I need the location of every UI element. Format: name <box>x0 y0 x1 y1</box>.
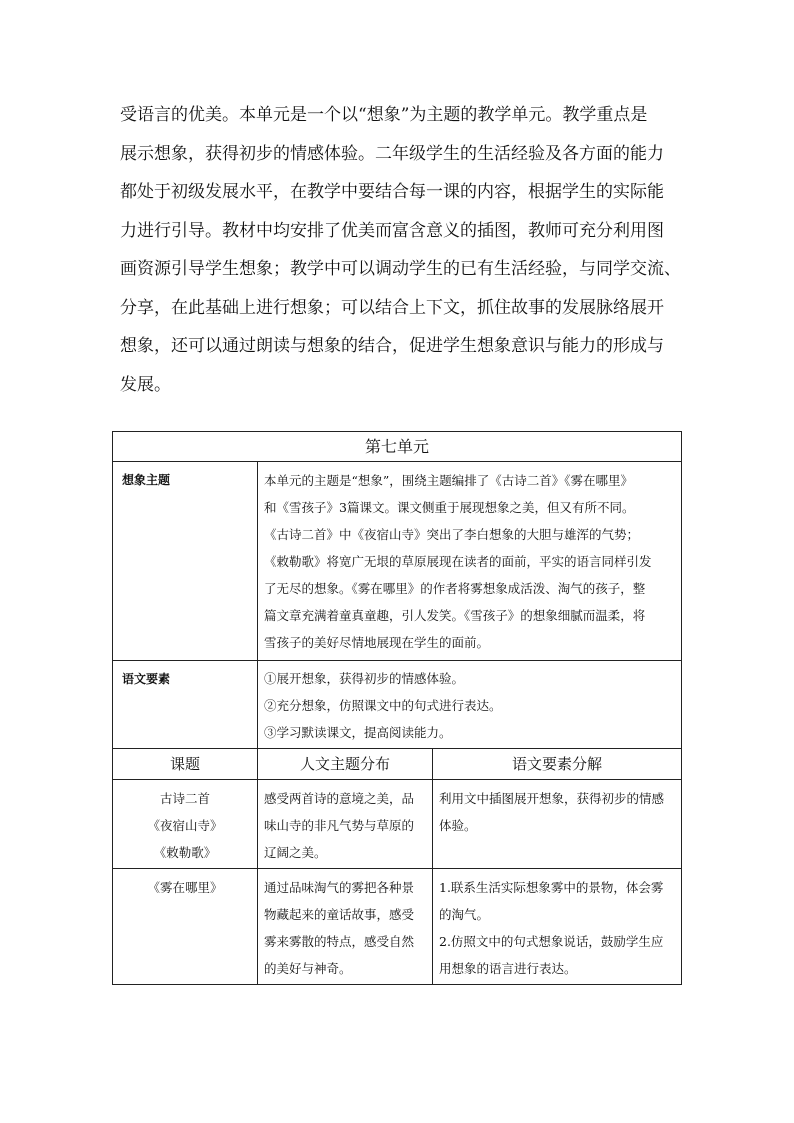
table-row <box>113 869 682 985</box>
column-header-lesson: 课题 <box>113 749 258 780</box>
table-row <box>113 780 682 869</box>
theme-cell <box>258 869 433 985</box>
table-title: 第七单元 <box>113 432 682 462</box>
intro-line: 分享，在此基础上进行想象；可以结合上下文，抓住故事的发展脉络展开 <box>120 297 664 318</box>
intro-line: 力进行引导。教材中均安排了优美而富含意义的插图，教师可充分利用图 <box>120 220 664 241</box>
theme-cell <box>258 780 433 869</box>
unit-table <box>112 431 682 985</box>
elements-cell <box>433 869 682 985</box>
elements-cell <box>433 780 682 869</box>
element-item: ①展开想象，获得初步的情感体验。 <box>264 671 465 686</box>
lesson-cell <box>113 869 258 985</box>
theme-cell-line: 辽阔之美。 <box>264 845 327 860</box>
theme-line: 《敕勒歌》将宽广无垠的草原展现在读者的面前，平实的语言同样引发 <box>264 554 652 569</box>
intro-line: 发展。 <box>120 374 171 395</box>
theme-cell-line: 味山寺的非凡气势与草原的 <box>264 818 415 833</box>
elements-cell-line: 1.联系生活实际想象雾中的景物，体会雾 <box>439 880 664 895</box>
theme-line: 了无尽的想象。《雾在哪里》的作者将雾想象成活泼、淘气的孩子，整 <box>264 581 646 596</box>
intro-line: 展示想象，获得初步的情感体验。二年级学生的生活经验及各方面的能力 <box>120 143 664 164</box>
theme-line: 雪孩子的美好尽情地展现在学生的面前。 <box>264 635 490 650</box>
column-header-elements: 语文要素分解 <box>433 749 682 780</box>
intro-line: 画资源引导学生想象；教学中可以调动学生的已有生活经验，与同学交流、 <box>120 259 681 279</box>
elements-cell-line: 2.仿照文中的句式想象说话，鼓励学生应 <box>439 934 664 949</box>
intro-line: 想象，还可以通过朗读与想象的结合，促进学生想象意识与能力的形成与 <box>120 336 664 356</box>
lesson-line: 《雾在哪里》 <box>147 880 223 895</box>
lesson-line: 古诗二首 <box>159 791 210 806</box>
elements-list <box>258 661 682 749</box>
theme-line: 《古诗二首》中《夜宿山寺》突出了李白想象的大胆与雄浑的气势； <box>264 527 640 542</box>
elements-cell-line: 用想象的语言进行表达。 <box>439 961 577 976</box>
intro-paragraph <box>120 96 680 404</box>
theme-cell-line: 雾来雾散的特点，感受自然 <box>264 934 415 949</box>
elements-cell-line: 体验。 <box>439 818 477 833</box>
column-header-theme: 人文主题分布 <box>258 749 433 780</box>
theme-cell-line: 的美好与神奇。 <box>264 961 352 976</box>
intro-line: 受语言的优美。本单元是一个以“想象”为主题的教学单元。教学重点是 <box>120 105 648 125</box>
elements-label: 语文要素 <box>113 661 258 749</box>
elements-cell-line: 利用文中插图展开想象，获得初步的情感 <box>439 791 665 806</box>
lesson-line: 《夜宿山寺》 <box>147 818 223 833</box>
theme-line: 和《雪孩子》3篇课文。课文侧重于展现想象之美，但又有所不同。 <box>264 500 635 515</box>
element-item: ③学习默读课文，提高阅读能力。 <box>264 725 452 740</box>
theme-label: 想象主题 <box>113 462 258 661</box>
theme-cell-line: 物藏起来的童话故事，感受 <box>264 907 415 922</box>
theme-description <box>258 462 682 661</box>
theme-line: 篇文章充满着童真童趣，引人发笑。《雪孩子》的想象细腻而温柔，将 <box>264 608 646 623</box>
theme-cell-line: 感受两首诗的意境之美，品 <box>264 791 415 806</box>
lesson-cell <box>113 780 258 869</box>
theme-cell-line: 通过品味淘气的雾把各种景 <box>264 880 415 895</box>
intro-line: 都处于初级发展水平，在教学中要结合每一课的内容，根据学生的实际能 <box>120 182 664 202</box>
element-item: ②充分想象，仿照课文中的句式进行表达。 <box>264 698 502 713</box>
theme-line: 本单元的主题是“想象”，围绕主题编排了《古诗二首》《雾在哪里》 <box>264 473 634 488</box>
lesson-line: 《敕勒歌》 <box>153 845 217 860</box>
elements-cell-line: 的淘气。 <box>439 907 490 922</box>
